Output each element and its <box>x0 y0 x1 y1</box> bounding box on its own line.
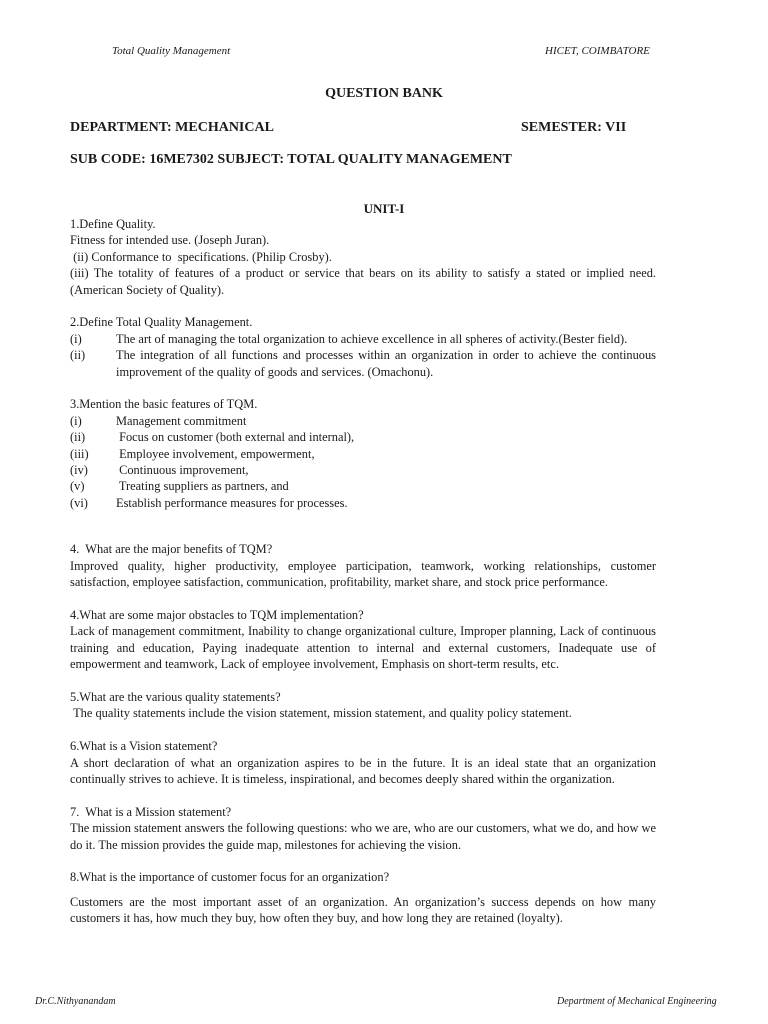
list-number: (ii) <box>70 430 86 445</box>
footer-author: Dr.C.Nithyanandam <box>35 996 116 1007</box>
answer-text: The mission statement answers the following questions: who we are, who are our customers, what we do, and how we do it. The mission provides the guide map, milestones for achieving the vision. <box>70 821 656 852</box>
question-text: 6.What is a Vision statement? <box>70 739 218 754</box>
list-text: Treating suppliers as partners, and <box>116 479 289 494</box>
list-text: Management commitment <box>116 413 247 428</box>
unit-heading: UNIT-I <box>363 201 405 216</box>
answer-text: Improved quality, higher productivity, employee participation, teamwork, working relationships, customer satisfaction, employee satisfaction, communication, profitability, market share, and stock price performance. <box>70 558 656 590</box>
subject-line: SUB CODE: 16ME7302 SUBJECT: TOTAL QUALITY MANAGEMENT <box>70 152 512 167</box>
answer-text: Customers are the most important asset of an organization. An organization’s success depends on how many customers it has, how much they buy, how often they buy, and how long they are retained (loyalty). <box>70 894 656 926</box>
department-label: DEPARTMENT: MECHANICAL <box>70 120 274 135</box>
page-title: QUESTION BANK <box>325 86 443 101</box>
list-number: (i) <box>70 413 82 428</box>
answer-text: A short declaration of what an organization aspires to be in the future. It is an ideal state that an organization continually strives to achieve. It is timeless, inspirational, and becomes deeply shared within the organization. <box>70 755 656 786</box>
header-institution: HICET, COIMBATORE <box>545 45 650 57</box>
question-1 <box>70 216 656 298</box>
list-number: (iii) <box>70 446 89 461</box>
question-text: 7. What is a Mission statement? <box>70 804 232 819</box>
question-8 <box>70 869 656 926</box>
question-4-obstacles <box>70 607 656 673</box>
list-item <box>70 446 656 462</box>
list-number: (v) <box>70 479 85 494</box>
list-text: The integration of all functions and processes within an organization in order to achieve the continuous improvement of the quality of goods and services. (Omachonu). <box>116 348 656 379</box>
list-item <box>70 495 656 511</box>
answer-line: Fitness for intended use. (Joseph Juran). <box>70 233 270 248</box>
semester-label: SEMESTER: VII <box>521 120 627 135</box>
question-3 <box>70 396 656 511</box>
list-item <box>70 478 656 494</box>
question-text: 2.Define Total Quality Management. <box>70 315 253 330</box>
list-item <box>70 413 656 429</box>
list-number: (vi) <box>70 495 88 510</box>
list-text: Focus on customer (both external and internal), <box>116 430 355 445</box>
list-number: (iv) <box>70 463 88 478</box>
question-text: 4.What are some major obstacles to TQM implementation? <box>70 607 364 622</box>
list-item <box>70 347 656 380</box>
question-text: 4. What are the major benefits of TQM? <box>70 542 273 557</box>
question-7 <box>70 804 656 853</box>
answer-line: (iii) The totality of features of a product or service that bears on its ability to satisfy a stated or implied need. (American Society of Quality). <box>70 266 656 297</box>
question-list <box>70 216 656 927</box>
question-text: 8.What is the importance of customer focus for an organization? <box>70 870 390 885</box>
question-text: 5.What are the various quality statements? <box>70 689 281 704</box>
question-6 <box>70 738 656 787</box>
list-text: Employee involvement, empowerment, <box>116 446 315 461</box>
question-text: 3.Mention the basic features of TQM. <box>70 397 258 412</box>
list-item <box>70 429 656 445</box>
list-number: (ii) <box>70 348 86 363</box>
question-4-benefits <box>70 541 656 590</box>
list-text: Continuous improvement, <box>116 463 249 478</box>
list-item <box>70 462 656 478</box>
question-5 <box>70 689 656 722</box>
answer-text: Lack of management commitment, Inability to change organizational culture, Improper planning, Lack of continuous training and education, Paying inadequate attention to internal and external customers, Inadequate use of empowerment and teamwork, Lack of employee involvement, Emphasis on short-term results, etc. <box>70 624 656 672</box>
answer-line: (ii) Conformance to specifications. (Philip Crosby). <box>70 249 332 264</box>
header-course-name: Total Quality Management <box>112 45 231 57</box>
answer-text: The quality statements include the vision statement, mission statement, and quality policy statement. <box>70 706 572 721</box>
list-item <box>70 331 656 347</box>
question-text: 1.Define Quality. <box>70 217 156 231</box>
list-text: The art of managing the total organization to achieve excellence in all spheres of activity.(Bester field). <box>116 331 628 346</box>
question-2 <box>70 314 656 380</box>
list-number: (i) <box>70 331 82 346</box>
list-text: Establish performance measures for processes. <box>116 495 348 510</box>
footer-department: Department of Mechanical Engineering <box>557 996 717 1007</box>
